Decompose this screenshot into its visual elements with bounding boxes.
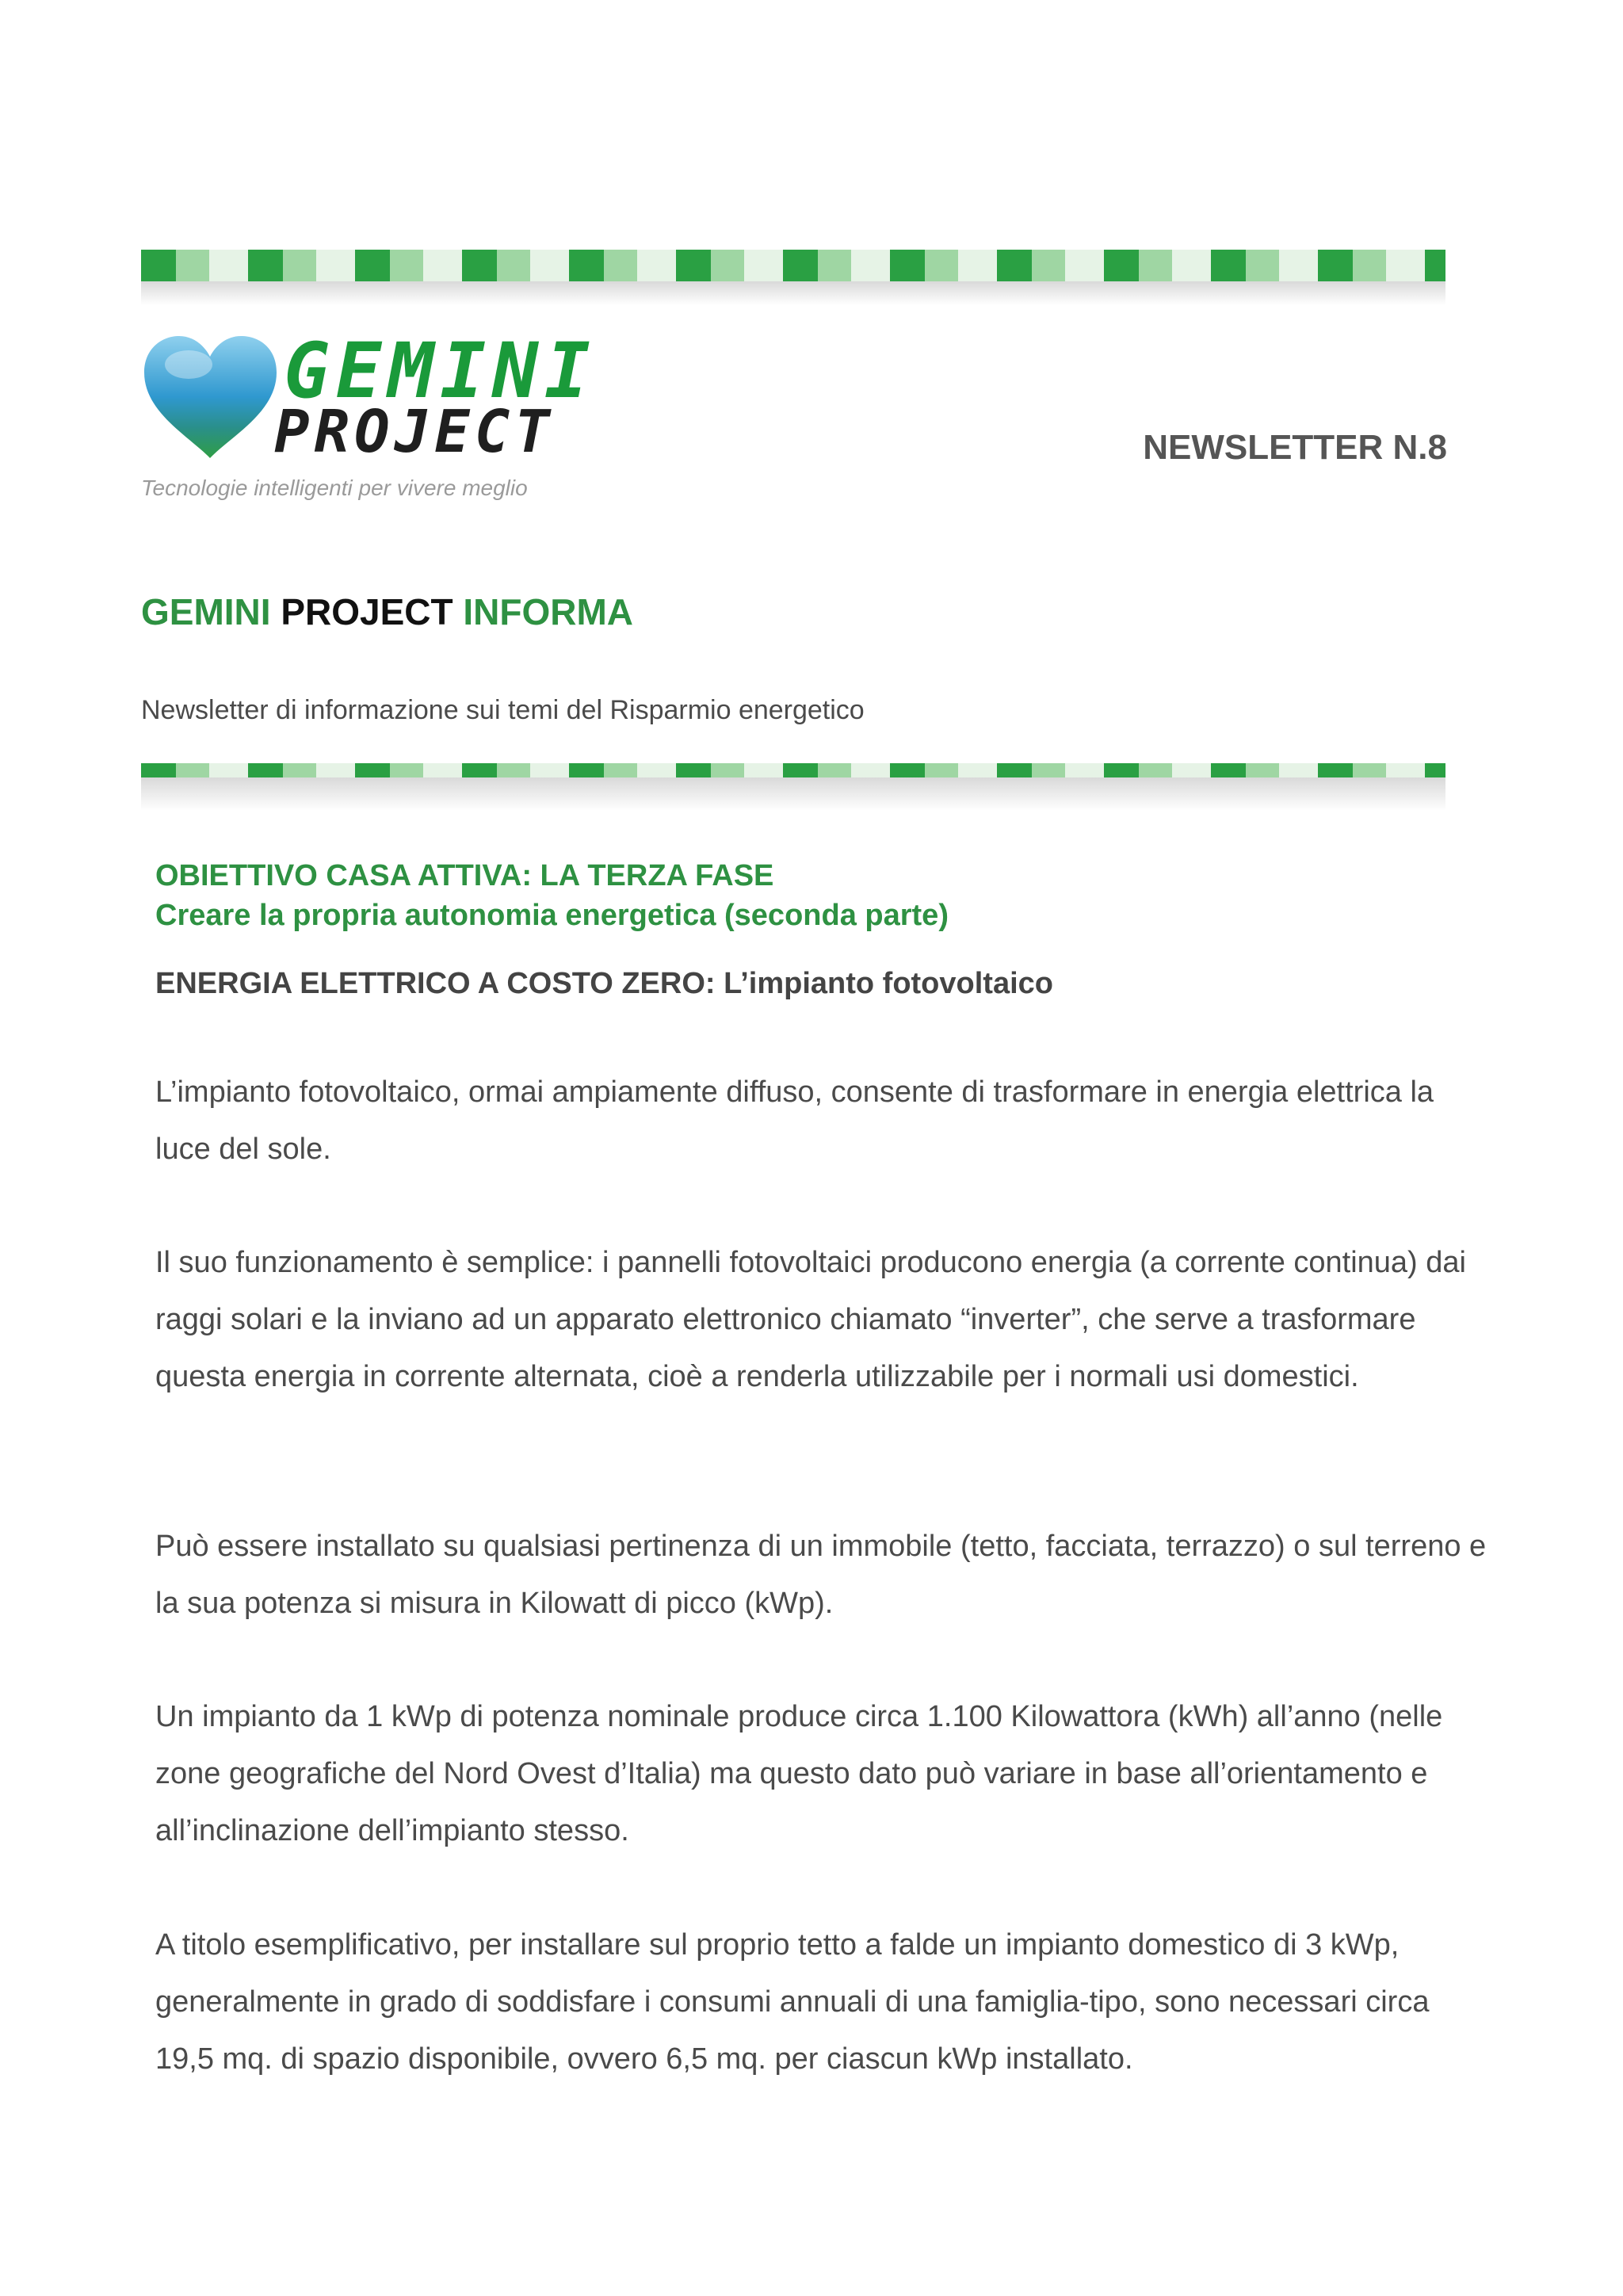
band-tile <box>141 763 176 777</box>
band-tile <box>569 250 604 281</box>
band-tile <box>316 763 355 777</box>
band-tile <box>1279 250 1318 281</box>
gemini-project-logo <box>141 327 597 507</box>
band-tile <box>1246 250 1279 281</box>
band-tile <box>637 250 676 281</box>
band-tile <box>1386 763 1425 777</box>
band-tile <box>676 250 711 281</box>
logo-word-project: PROJECT <box>274 398 555 466</box>
band-tile <box>176 763 209 777</box>
band-tile <box>248 763 283 777</box>
band-tile <box>783 763 818 777</box>
band-tile <box>462 763 497 777</box>
masthead-gemini: GEMINI <box>141 591 271 632</box>
article-heading <box>155 856 1487 935</box>
band-tile <box>1172 763 1211 777</box>
band-tile <box>744 763 783 777</box>
band-tile <box>1104 250 1139 281</box>
band-tile <box>1139 763 1172 777</box>
band-tile <box>141 250 176 281</box>
band-tile <box>1104 763 1139 777</box>
article-paragraph: L’impianto fotovoltaico, ormai ampiamente diffuso, consente di trasformare in energia elettrica la luce del sole. <box>155 1075 1434 1166</box>
band-tile <box>818 250 851 281</box>
article-subheading: ENERGIA ELETTRICO A COSTO ZERO: L’impianto fotovoltaico <box>155 967 1053 1000</box>
masthead-title <box>141 590 633 633</box>
article-paragraph: Un impianto da 1 kWp di potenza nominale produce circa 1.100 Kilowattora (kWh) all’anno (nelle zone geografiche del Nord Ovest d’Italia) ma questo dato può variare in base all’orientamento e all’inclinazione dell’impianto stesso. <box>155 1700 1443 1847</box>
band-tile <box>1279 763 1318 777</box>
band-tile <box>283 250 316 281</box>
band-tile <box>1139 250 1172 281</box>
logo-tagline: Tecnologie intelligenti per vivere meglio <box>141 476 528 500</box>
band-shadow <box>141 777 1445 811</box>
band-shadow <box>141 281 1445 305</box>
article-paragraph: A titolo esemplificativo, per installare sul proprio tetto a falde un impianto domestico di 3 kWp, generalmente in grado di soddisfare i consumi annuali di una famiglia-tipo, sono necessari circa 19,5 mq. di spazio disponibile, ovvero 6,5 mq. per ciascun kWp installato. <box>155 1928 1430 2076</box>
band-tile <box>1065 763 1104 777</box>
band-tile <box>1065 250 1104 281</box>
band-tile <box>818 763 851 777</box>
newsletter-number: NEWSLETTER N.8 <box>1143 428 1447 467</box>
band-tile <box>744 250 783 281</box>
band-tile <box>604 763 637 777</box>
band-tile <box>497 250 530 281</box>
band-tile <box>1318 250 1353 281</box>
band-tile <box>1246 763 1279 777</box>
band-tile <box>1386 250 1425 281</box>
band-tile <box>462 250 497 281</box>
band-tile <box>423 250 462 281</box>
band-tile <box>1211 250 1246 281</box>
band-tile <box>497 763 530 777</box>
band-tile <box>1318 763 1353 777</box>
band-tile <box>1032 250 1065 281</box>
band-tile <box>637 763 676 777</box>
band-tile <box>676 763 711 777</box>
band-tile <box>711 250 744 281</box>
band-tile <box>1211 763 1246 777</box>
band-tile <box>316 250 355 281</box>
band-tile <box>390 763 423 777</box>
band-tile <box>997 250 1032 281</box>
band-tile <box>390 250 423 281</box>
article-paragraph: Il suo funzionamento è semplice: i pannelli fotovoltaici producono energia (a corrente continua) dai raggi solari e la inviano ad un apparato elettronico chiamato “inverter”, che serve a trasformare questa energia in corrente alternata, cioè a renderla utilizzabile per i normali usi domestici. <box>155 1246 1466 1393</box>
band-tile <box>1353 250 1386 281</box>
band-tile <box>1032 763 1065 777</box>
band-tile <box>530 250 569 281</box>
band-tile <box>569 763 604 777</box>
band-tile <box>530 763 569 777</box>
band-tile <box>176 250 209 281</box>
band-tile <box>423 763 462 777</box>
band-tile <box>958 250 997 281</box>
band-tile <box>925 250 958 281</box>
band-tile <box>851 250 890 281</box>
band-tile <box>997 763 1032 777</box>
band-tile <box>711 763 744 777</box>
article-paragraph: Può essere installato su qualsiasi pertinenza di un immobile (tetto, facciata, terrazzo) o sul terreno e la sua potenza si misura in Kilowatt di picco (kWp). <box>155 1530 1487 1620</box>
top-decorative-band <box>141 250 1445 305</box>
band-tile <box>890 250 925 281</box>
band-tile <box>1172 250 1211 281</box>
band-tile <box>851 763 890 777</box>
band-tile <box>783 250 818 281</box>
band-tile <box>209 250 248 281</box>
band-tile <box>355 250 390 281</box>
band-tile <box>355 763 390 777</box>
masthead-project: PROJECT <box>281 591 453 632</box>
masthead-informa: INFORMA <box>463 591 634 632</box>
article-heading-line2: Creare la propria autonomia energetica (seconda parte) <box>155 899 949 932</box>
article-heading-line1: OBIETTIVO CASA ATTIVA: LA TERZA FASE <box>155 859 774 892</box>
logo-word-gemini: GEMINI <box>284 327 597 415</box>
band-tile <box>248 250 283 281</box>
band-tile <box>209 763 248 777</box>
band-tile <box>604 250 637 281</box>
band-tile <box>958 763 997 777</box>
band-tile <box>1353 763 1386 777</box>
band-tile <box>890 763 925 777</box>
band-tile <box>1425 250 1445 281</box>
middle-decorative-band <box>141 763 1445 811</box>
band-tile <box>283 763 316 777</box>
band-tile <box>1425 763 1445 777</box>
newsletter-subtitle: Newsletter di informazione sui temi del Risparmio energetico <box>141 695 865 725</box>
band-tile <box>925 763 958 777</box>
heart-logo-icon <box>141 333 280 460</box>
